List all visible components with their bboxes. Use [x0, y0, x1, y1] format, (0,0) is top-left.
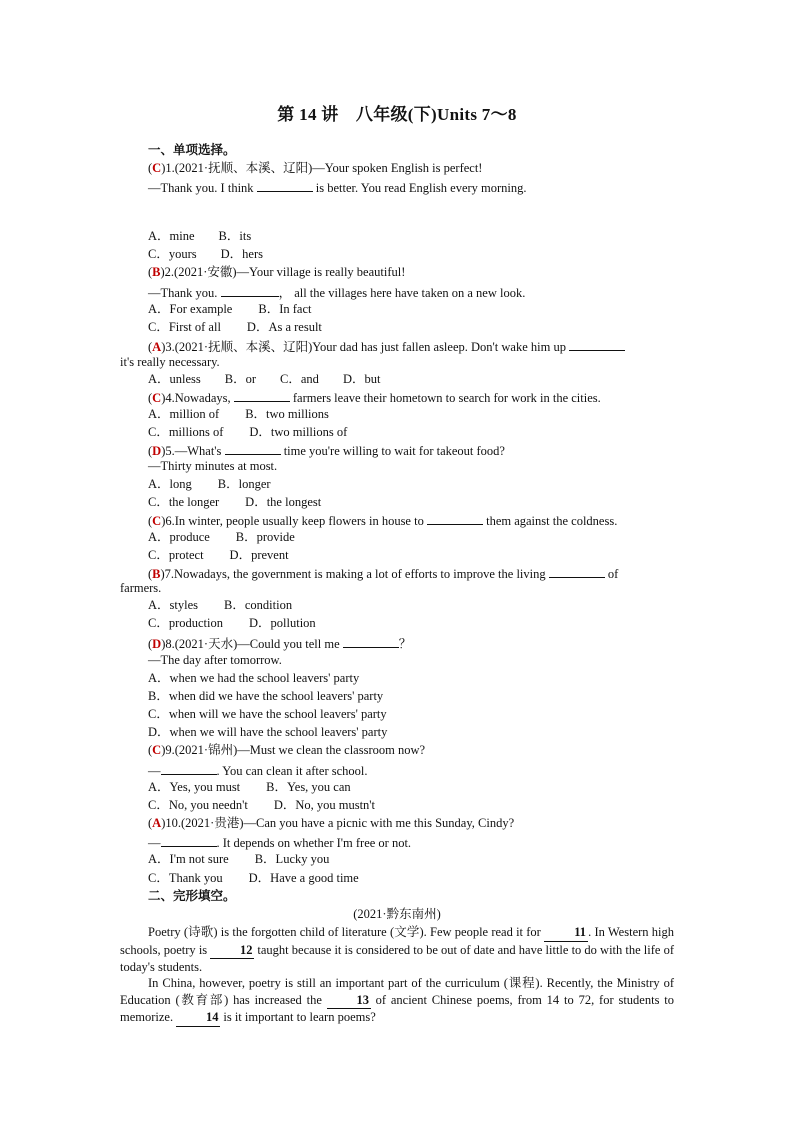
question-1: (C)1.(2021·抚顺、本溪、辽阳)—Your spoken English is perfect! — [148, 161, 483, 175]
answer-blank[interactable] — [221, 284, 279, 297]
cloze-blank-11[interactable]: 11 — [544, 924, 588, 942]
options-6b: C．protect D．prevent — [148, 548, 289, 562]
options-10a: A．I'm not sure B．Lucky you — [148, 852, 330, 866]
question-10: (A)10.(2021·贵港)—Can you have a picnic with me this Sunday, Cindy? — [148, 816, 515, 830]
options-1a: A．mine B．its — [148, 229, 252, 243]
option-8d: D．when we will have the school leavers' party — [148, 725, 388, 739]
answer-blank[interactable] — [225, 442, 281, 455]
cloze-blank-12[interactable]: 12 — [210, 942, 254, 960]
answer-1: C — [152, 161, 162, 175]
options-7b: C．production D．pollution — [148, 616, 316, 630]
question-8-line-2: —The day after tomorrow. — [148, 653, 282, 667]
question-3-line-2: it's really necessary. — [120, 355, 220, 369]
answer-3: A — [152, 340, 162, 354]
answer-blank[interactable] — [569, 338, 625, 351]
section-heading-1: 一、单项选择。 — [148, 143, 236, 157]
answer-blank[interactable] — [234, 389, 290, 402]
answer-10: A — [152, 816, 162, 830]
question-2: (B)2.(2021·安徽)—Your village is really beautiful! — [148, 265, 406, 279]
question-7: (B)7.Nowadays, the government is making a lot of efforts to improve the living of — [148, 567, 619, 581]
options-9a: A．Yes, you must B．Yes, you can — [148, 780, 351, 794]
question-9-line-2: — . You can clean it after school. — [148, 764, 368, 778]
cloze-blank-14[interactable]: 14 — [176, 1009, 220, 1027]
option-8a: A．when we had the school leavers' party — [148, 671, 360, 685]
options-7a: A．styles B．condition — [148, 598, 293, 612]
cloze-blank-13[interactable]: 13 — [327, 992, 371, 1010]
options-10b: C．Thank you D．Have a good time — [148, 871, 359, 885]
answer-blank[interactable] — [427, 512, 483, 525]
passage-paragraph-2: In China, however, poetry is still an important part of the curriculum (课程). Recently, the Ministry of Education (教育部) has increased the 13 of ancient Chinese poems, from 14 to 72, for students to memorize. 14 is it important to learn poems? — [120, 975, 674, 1027]
answer-7: B — [152, 567, 161, 581]
question-1-line-2: —Thank you. I think is better. You read English every morning. — [148, 181, 527, 195]
answer-blank[interactable] — [343, 635, 399, 648]
question-8: (D)8.(2021·天水)—Could you tell me ？ — [148, 637, 412, 651]
answer-blank[interactable] — [549, 565, 605, 578]
question-5-line-2: —Thirty minutes at most. — [148, 459, 278, 473]
answer-blank[interactable] — [161, 762, 217, 775]
question-7-line-2: farmers. — [120, 581, 162, 595]
question-2-line-2: —Thank you. ， all the villages here have taken on a new look. — [148, 286, 526, 300]
answer-blank[interactable] — [161, 834, 217, 847]
options-4b: C．millions of D．two millions of — [148, 425, 348, 439]
answer-8: D — [152, 637, 162, 651]
question-9: (C)9.(2021·锦州)—Must we clean the classroom now? — [148, 743, 426, 757]
question-6: (C)6.In winter, people usually keep flowers in house to them against the coldness. — [148, 514, 618, 528]
options-3: A．unless B．or C．and D．but — [148, 372, 381, 386]
question-4: (C)4.Nowadays, farmers leave their hometown to search for work in the cities. — [148, 391, 601, 405]
answer-2: B — [152, 265, 161, 279]
answer-blank[interactable] — [257, 179, 313, 192]
options-2b: C．First of all D．As a result — [148, 320, 322, 334]
answer-5: D — [152, 444, 162, 458]
option-8b: B．when did we have the school leavers' party — [148, 689, 384, 703]
options-5a: A．long B．longer — [148, 477, 271, 491]
options-6a: A．produce B．provide — [148, 530, 295, 544]
option-8c: C．when will we have the school leavers' party — [148, 707, 387, 721]
question-3: (A)3.(2021·抚顺、本溪、辽阳)Your dad has just fallen asleep. Don't wake him up — [148, 338, 625, 355]
options-1b: C．yours D．hers — [148, 247, 263, 261]
question-10-line-2: — . It depends on whether I'm free or not. — [148, 836, 412, 850]
passage-paragraph-1: Poetry (诗歌) is the forgotten child of literature (文学). Few people read it for 11 . In Western high schools, poetry is 12 taught because it is considered to be out of date and have little to do with the life of today's students. — [120, 925, 674, 974]
page-title: 第 14 讲 八年级(下)Units 7～8 — [277, 105, 517, 124]
options-5b: C．the longer D．the longest — [148, 495, 322, 509]
options-9b: C．No, you needn't D．No, you mustn't — [148, 798, 376, 812]
answer-9: C — [152, 743, 162, 757]
options-2a: A．For example B．In fact — [148, 302, 312, 316]
passage-source: (2021·黔东南州) — [353, 907, 441, 921]
answer-6: C — [152, 514, 162, 528]
options-4a: A．million of B．two millions — [148, 407, 329, 421]
answer-4: C — [152, 391, 162, 405]
question-5: (D)5.—What's time you're willing to wait for takeout food? — [148, 444, 505, 458]
section-heading-2: 二、完形填空。 — [148, 889, 236, 903]
